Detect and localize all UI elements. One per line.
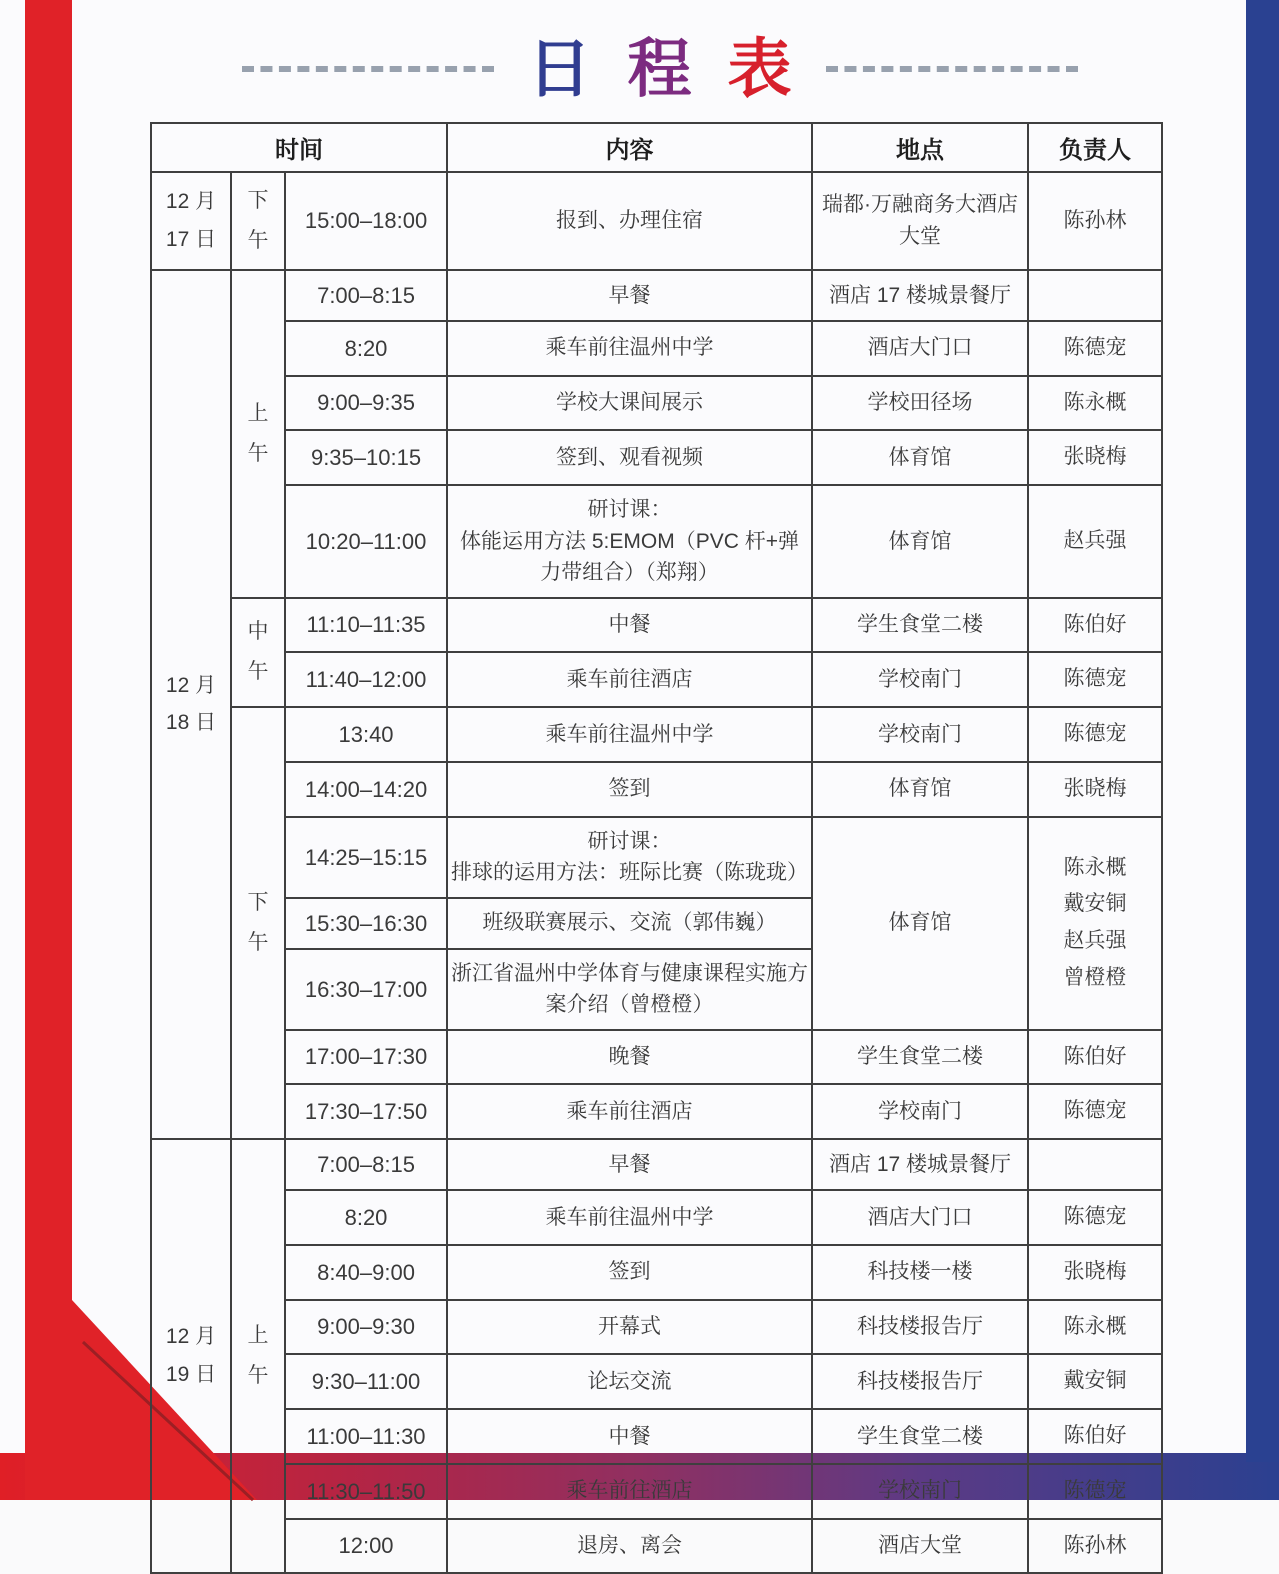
person-text: 陈永概 <box>1063 390 1127 414</box>
person-cell <box>1028 1084 1162 1139</box>
person-text: 戴安铜 <box>1063 1369 1127 1393</box>
person-cell <box>1028 1300 1162 1355</box>
title-char: 表 <box>727 32 828 105</box>
location-cell <box>812 321 1028 376</box>
content-cell <box>447 707 812 762</box>
location-text: 体育馆 <box>888 529 952 553</box>
period-text: 上 <box>247 1324 269 1348</box>
person-cell <box>1028 1190 1162 1245</box>
location-cell <box>812 598 1028 653</box>
time-cell <box>285 598 447 653</box>
location-cell <box>812 1464 1028 1519</box>
date-cell <box>151 270 231 1139</box>
time-cell <box>285 898 447 949</box>
person-text: 陈德宠 <box>1063 1099 1127 1123</box>
time-cell <box>285 1409 447 1464</box>
time-cell <box>285 1139 447 1190</box>
schedule-body <box>151 172 1162 1573</box>
time-text: 16:30–17:00 <box>304 976 428 1002</box>
content-cell <box>447 430 812 485</box>
person-text: 陈孙林 <box>1063 1533 1127 1557</box>
person-cell <box>1028 762 1162 817</box>
location-text: 体育馆 <box>888 911 952 935</box>
location-cell <box>812 1245 1028 1300</box>
time-cell <box>285 172 447 270</box>
content-text: 早餐 <box>608 1152 651 1176</box>
person-cell <box>1028 1464 1162 1519</box>
content-text: 班级联赛展示、交流（郭伟巍） <box>482 911 777 935</box>
location-text: 酒店 17 楼城景餐厅 <box>829 283 1012 307</box>
table-row <box>151 1354 1162 1409</box>
person-cell <box>1028 430 1162 485</box>
person-text: 陈德宠 <box>1063 1205 1127 1229</box>
header-content: 内容 <box>447 123 812 172</box>
person-cell <box>1028 707 1162 762</box>
time-cell <box>285 949 447 1030</box>
content-cell <box>447 1409 812 1464</box>
date-text: 19 日 <box>165 1363 217 1387</box>
content-cell <box>447 321 812 376</box>
location-text: 体育馆 <box>888 445 952 469</box>
person-cell <box>1028 1030 1162 1085</box>
table-row <box>151 485 1162 598</box>
table-row <box>151 1139 1162 1190</box>
time-cell <box>285 1519 447 1574</box>
period-cell <box>231 270 285 598</box>
table-row <box>151 652 1162 707</box>
time-text: 7:00–8:15 <box>317 1152 415 1178</box>
location-cell <box>812 1409 1028 1464</box>
period-text: 午 <box>247 228 269 252</box>
content-text: 中餐 <box>608 613 651 637</box>
content-cell <box>447 598 812 653</box>
content-text: 晚餐 <box>608 1045 651 1069</box>
content-text: 乘车前往温州中学 <box>545 336 714 360</box>
time-cell <box>285 762 447 817</box>
content-cell <box>447 652 812 707</box>
content-text: 签到 <box>608 777 651 801</box>
title-dash-right <box>826 66 1078 72</box>
content-text: 乘车前往酒店 <box>566 667 693 691</box>
content-text: 浙江省温州中学体育与健康课程实施方案介绍（曾橙橙） <box>451 961 809 1017</box>
person-text: 陈德宠 <box>1063 667 1127 691</box>
time-text: 13:40 <box>338 721 394 747</box>
content-cell <box>447 376 812 431</box>
location-text: 学校田径场 <box>867 391 973 415</box>
content-cell <box>447 1030 812 1085</box>
location-text: 学校南门 <box>878 722 963 746</box>
person-text: 陈德宠 <box>1063 335 1127 359</box>
location-text: 瑞都·万融商务大酒店大堂 <box>822 193 1019 248</box>
time-text: 14:00–14:20 <box>304 776 428 802</box>
content-cell <box>447 270 812 321</box>
table-row <box>151 376 1162 431</box>
person-text: 陈孙林 <box>1063 208 1127 232</box>
time-text: 10:20–11:00 <box>305 528 427 554</box>
location-text: 学生食堂二楼 <box>857 613 984 637</box>
table-row <box>151 1084 1162 1139</box>
time-text: 17:30–17:50 <box>304 1099 428 1125</box>
location-cell <box>812 1139 1028 1190</box>
person-text: 张晓梅 <box>1063 776 1127 800</box>
time-cell <box>285 817 447 898</box>
time-text: 9:00–9:30 <box>317 1314 415 1340</box>
person-cell <box>1028 652 1162 707</box>
table-row <box>151 1245 1162 1300</box>
content-cell <box>447 485 812 598</box>
content-text: 排球的运用方法：班际比赛（陈珑珑） <box>451 861 809 885</box>
content-text: 乘车前往酒店 <box>566 1099 693 1123</box>
content-cell <box>447 898 812 949</box>
location-text: 酒店大堂 <box>878 1534 963 1558</box>
period-text: 上 <box>247 401 269 425</box>
date-text: 12 月 <box>165 673 217 697</box>
title-dash-left <box>242 66 494 72</box>
time-text: 11:00–11:30 <box>306 1423 426 1449</box>
content-cell <box>447 1245 812 1300</box>
person-cell <box>1028 1245 1162 1300</box>
header-location: 地点 <box>812 123 1028 172</box>
right-blue-bar <box>1246 0 1279 1462</box>
content-text: 研讨课： <box>587 498 672 522</box>
person-cell <box>1028 376 1162 431</box>
location-cell <box>812 270 1028 321</box>
left-red-bar <box>25 0 72 1500</box>
time-cell <box>285 376 447 431</box>
content-text: 研讨课： <box>587 829 672 853</box>
person-text: 陈德宠 <box>1063 722 1127 746</box>
date-cell <box>151 1139 231 1573</box>
person-text: 陈永概 <box>1063 1314 1127 1338</box>
location-text: 学校南门 <box>878 667 963 691</box>
location-text: 体育馆 <box>888 777 952 801</box>
time-cell <box>285 1300 447 1355</box>
period-text: 午 <box>247 441 269 465</box>
date-text: 17 日 <box>165 227 217 251</box>
person-text: 陈伯好 <box>1063 1424 1127 1448</box>
title-char: 程 <box>627 32 728 105</box>
time-cell <box>285 1245 447 1300</box>
person-text: 陈德宠 <box>1063 1478 1127 1502</box>
table-header-row <box>151 123 1162 172</box>
content-cell <box>447 949 812 1030</box>
header-person: 负责人 <box>1028 123 1162 172</box>
person-cell <box>1028 1139 1162 1190</box>
schedule-table <box>150 122 1163 1574</box>
person-text: 陈永概 <box>1063 855 1127 879</box>
content-text: 学校大课间展示 <box>556 391 704 415</box>
person-cell <box>1028 485 1162 598</box>
header-time: 时间 <box>151 123 447 172</box>
location-cell <box>812 707 1028 762</box>
period-cell <box>231 707 285 1139</box>
location-cell <box>812 1300 1028 1355</box>
table-row <box>151 172 1162 270</box>
table-row <box>151 430 1162 485</box>
content-cell <box>447 1084 812 1139</box>
location-cell <box>812 762 1028 817</box>
time-text: 8:20 <box>344 335 388 361</box>
time-cell <box>285 1354 447 1409</box>
time-text: 17:00–17:30 <box>304 1044 428 1070</box>
time-cell <box>285 485 447 598</box>
location-cell <box>812 1519 1028 1574</box>
table-row <box>151 1409 1162 1464</box>
content-text: 论坛交流 <box>587 1369 672 1393</box>
location-cell <box>812 1190 1028 1245</box>
content-text: 乘车前往酒店 <box>566 1479 693 1503</box>
table-row <box>151 1190 1162 1245</box>
location-cell <box>812 485 1028 598</box>
content-text: 乘车前往温州中学 <box>545 722 714 746</box>
table-row <box>151 1030 1162 1085</box>
table-row <box>151 270 1162 321</box>
location-text: 科技楼报告厅 <box>857 1369 984 1393</box>
time-cell <box>285 1464 447 1519</box>
content-cell <box>447 172 812 270</box>
person-text: 赵兵强 <box>1063 528 1127 552</box>
schedule-table-wrap <box>150 122 1163 1574</box>
person-text: 曾橙橙 <box>1063 965 1127 989</box>
table-row <box>151 321 1162 376</box>
time-cell <box>285 430 447 485</box>
page-title <box>528 34 828 104</box>
table-row <box>151 598 1162 653</box>
time-text: 15:30–16:30 <box>304 910 428 936</box>
content-text: 退房、离会 <box>577 1534 683 1558</box>
location-cell <box>812 172 1028 270</box>
date-text: 12 月 <box>165 1325 217 1349</box>
content-cell <box>447 1139 812 1190</box>
period-text: 午 <box>247 931 269 955</box>
content-cell <box>447 1519 812 1574</box>
time-cell <box>285 1030 447 1085</box>
period-text: 下 <box>247 891 269 915</box>
period-text: 午 <box>247 1364 269 1388</box>
person-text: 赵兵强 <box>1063 929 1127 953</box>
time-cell <box>285 707 447 762</box>
location-text: 学校南门 <box>878 1099 963 1123</box>
table-row <box>151 817 1162 898</box>
person-cell <box>1028 321 1162 376</box>
table-row <box>151 1519 1162 1574</box>
location-text: 酒店 17 楼城景餐厅 <box>829 1152 1012 1176</box>
time-cell <box>285 270 447 321</box>
time-cell <box>285 652 447 707</box>
period-text: 中 <box>247 620 269 644</box>
date-text: 12 月 <box>165 190 217 214</box>
time-text: 9:30–11:00 <box>311 1369 421 1395</box>
date-cell <box>151 172 231 270</box>
person-cell <box>1028 172 1162 270</box>
time-text: 14:25–15:15 <box>304 844 428 870</box>
time-cell <box>285 1084 447 1139</box>
person-text: 张晓梅 <box>1063 1259 1127 1283</box>
page-title-row <box>72 24 1247 114</box>
location-cell <box>812 652 1028 707</box>
table-row <box>151 1464 1162 1519</box>
table-row <box>151 762 1162 817</box>
location-cell <box>812 817 1028 1030</box>
person-text: 戴安铜 <box>1063 892 1127 916</box>
content-text: 签到 <box>608 1260 651 1284</box>
time-text: 8:20 <box>344 1204 388 1230</box>
location-cell <box>812 430 1028 485</box>
person-cell <box>1028 1409 1162 1464</box>
person-text: 陈伯好 <box>1063 612 1127 636</box>
location-cell <box>812 1030 1028 1085</box>
person-cell <box>1028 270 1162 321</box>
time-text: 15:00–18:00 <box>304 208 428 234</box>
time-text: 7:00–8:15 <box>317 282 415 308</box>
period-text: 午 <box>247 660 269 684</box>
content-text: 报到、办理住宿 <box>556 209 704 233</box>
content-text: 中餐 <box>608 1424 651 1448</box>
person-text: 陈伯好 <box>1063 1044 1127 1068</box>
location-cell <box>812 1354 1028 1409</box>
person-text: 张晓梅 <box>1063 445 1127 469</box>
content-cell <box>447 817 812 898</box>
time-text: 12:00 <box>338 1533 394 1559</box>
time-text: 9:00–9:35 <box>317 390 415 416</box>
time-text: 9:35–10:15 <box>310 445 422 471</box>
content-cell <box>447 1354 812 1409</box>
time-text: 11:30–11:50 <box>306 1478 426 1504</box>
period-cell <box>231 1139 285 1573</box>
time-cell <box>285 1190 447 1245</box>
period-text: 下 <box>247 189 269 212</box>
date-text: 18 日 <box>165 711 217 735</box>
location-text: 酒店大门口 <box>867 336 973 360</box>
location-cell <box>812 1084 1028 1139</box>
time-cell <box>285 321 447 376</box>
content-text: 体能运用方法 5:EMOM（PVC 杆+弹力带组合）（郑翔） <box>460 529 799 585</box>
location-text: 学校南门 <box>878 1479 963 1503</box>
content-cell <box>447 1464 812 1519</box>
content-text: 开幕式 <box>598 1315 662 1339</box>
table-row <box>151 707 1162 762</box>
person-cell <box>1028 1519 1162 1574</box>
location-text: 酒店大门口 <box>867 1205 973 1229</box>
time-text: 11:40–12:00 <box>305 667 427 693</box>
location-cell <box>812 376 1028 431</box>
content-cell <box>447 762 812 817</box>
person-cell <box>1028 817 1162 1030</box>
time-text: 8:40–9:00 <box>317 1259 415 1285</box>
time-text: 11:10–11:35 <box>306 612 426 638</box>
content-cell <box>447 1190 812 1245</box>
person-cell <box>1028 1354 1162 1409</box>
content-text: 早餐 <box>608 283 651 307</box>
person-cell <box>1028 598 1162 653</box>
period-cell <box>231 172 285 270</box>
period-cell <box>231 598 285 708</box>
location-text: 科技楼一楼 <box>867 1260 973 1284</box>
location-text: 学生食堂二楼 <box>857 1424 984 1448</box>
location-text: 科技楼报告厅 <box>857 1315 984 1339</box>
content-text: 签到、观看视频 <box>556 445 704 469</box>
title-char: 日 <box>527 32 628 105</box>
content-text: 乘车前往温州中学 <box>545 1205 714 1229</box>
location-text: 学生食堂二楼 <box>857 1045 984 1069</box>
table-row <box>151 1300 1162 1355</box>
content-cell <box>447 1300 812 1355</box>
